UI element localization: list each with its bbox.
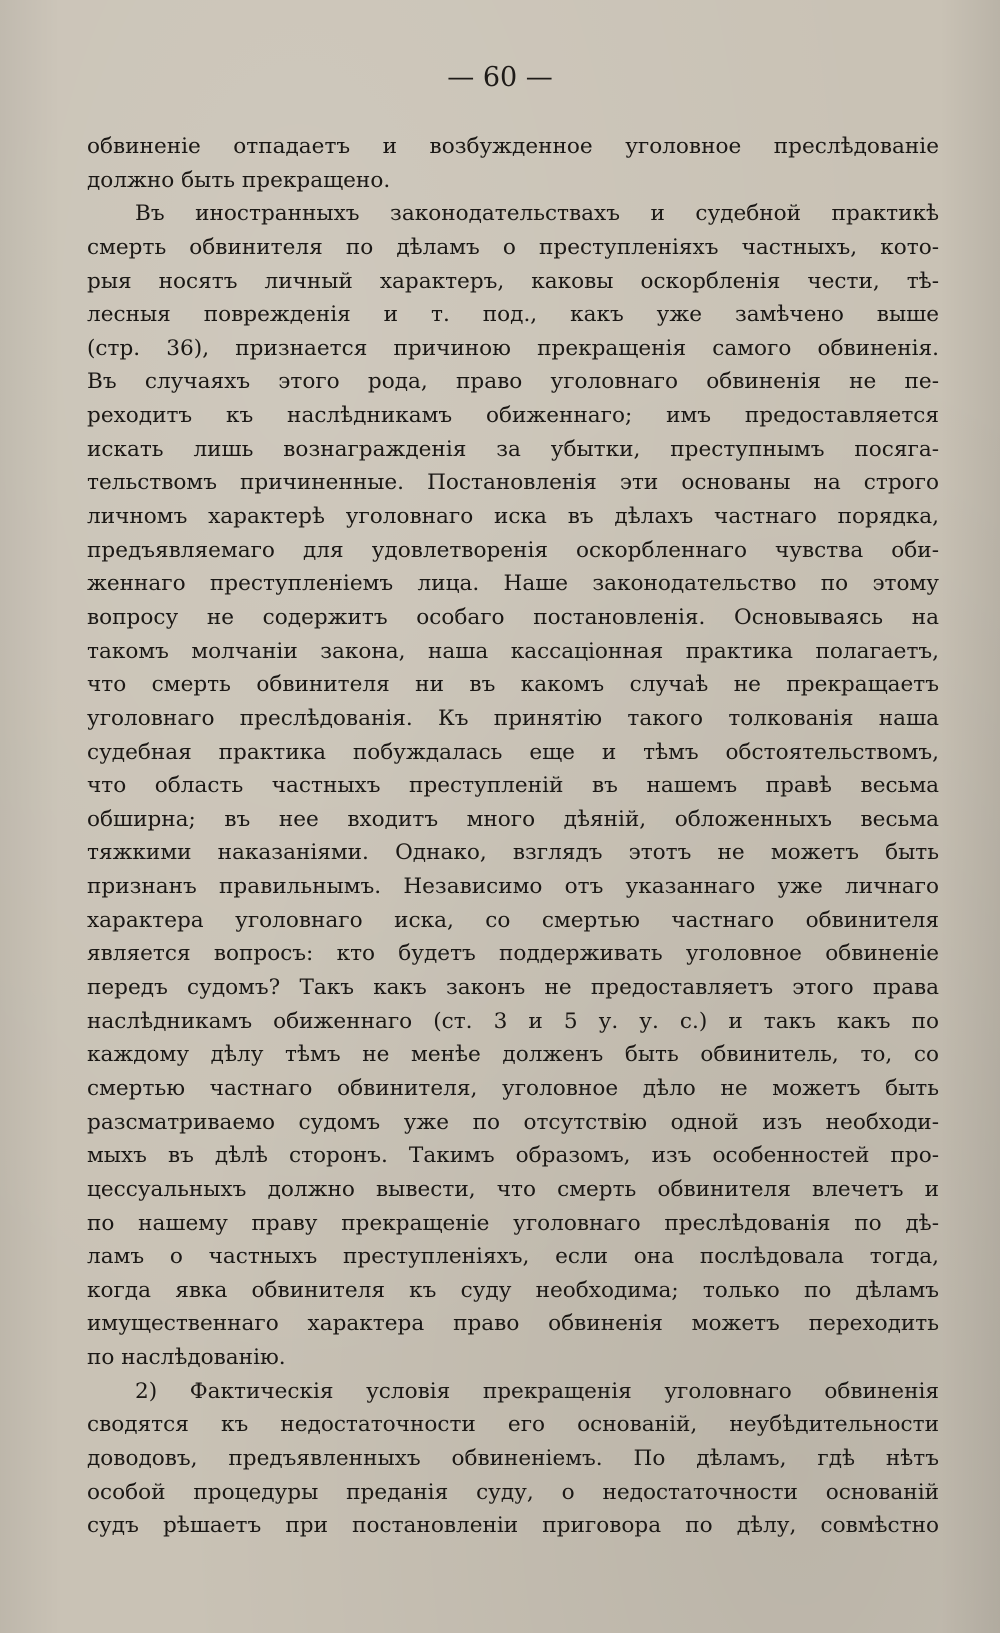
- text-line: вопросу не содержитъ особаго постановленія. Основываясь на: [87, 604, 939, 630]
- text-line: тельствомъ причиненные. Постановленія эти основаны на строго: [87, 470, 939, 496]
- text-line: является вопросъ: кто будетъ поддерживать уголовное обвиненіе: [87, 941, 939, 967]
- text-line: реходитъ къ наслѣдникамъ обиженнаго; имъ предоставляется: [87, 403, 939, 429]
- text-line: передъ судомъ? Такъ какъ законъ не предоставляетъ этого права: [87, 975, 939, 1001]
- text-line: такомъ молчаніи закона, наша кассаціонная практика полагаетъ,: [87, 638, 939, 664]
- text-line: искать лишь вознагражденія за убытки, преступнымъ посяга-: [87, 436, 939, 462]
- text-line: смерть обвинителя по дѣламъ о преступленіяхъ частныхъ, кото-: [87, 234, 939, 260]
- text-line: Въ случаяхъ этого рода, право уголовнаго обвиненія не пе-: [87, 369, 939, 395]
- text-line: предъявляемаго для удовлетворенія оскорбленнаго чувства оби-: [87, 537, 939, 563]
- text-line: что смерть обвинителя ни въ какомъ случаѣ не прекращаетъ: [87, 672, 939, 698]
- text-line: личномъ характерѣ уголовнаго иска въ дѣлахъ частнаго порядка,: [87, 504, 939, 530]
- text-line: должно быть прекращено.: [87, 167, 391, 193]
- text-line: сводятся къ недостаточности его основаній, неубѣдительности: [87, 1412, 939, 1438]
- body-text: [87, 130, 939, 1543]
- text-line: обвиненіе отпадаетъ и возбужденное уголовное преслѣдованіе: [87, 134, 939, 159]
- text-line: каждому дѣлу тѣмъ не менѣе долженъ быть обвинитель, то, со: [87, 1042, 939, 1068]
- text-line: характера уголовнаго иска, со смертью частнаго обвинителя: [87, 907, 939, 933]
- text-line: что область частныхъ преступленій въ нашемъ правѣ весьма: [87, 773, 939, 799]
- text-line: цессуальныхъ должно вывести, что смерть обвинителя влечетъ и: [87, 1176, 939, 1202]
- text-line: лесныя поврежденія и т. под., какъ уже замѣчено выше: [87, 302, 939, 328]
- text-line: уголовнаго преслѣдованія. Къ принятію такого толкованія наша: [87, 705, 939, 731]
- text-line: по наслѣдованію.: [87, 1345, 286, 1371]
- text-line: женнаго преступленіемъ лица. Наше законодательство по этому: [87, 571, 939, 597]
- text-line: судебная практика побуждалась еще и тѣмъ обстоятельствомъ,: [87, 739, 939, 765]
- text-line: особой процедуры преданія суду, о недостаточности основаній: [87, 1479, 939, 1505]
- text-line: имущественнаго характера право обвиненія можетъ переходить: [87, 1311, 939, 1337]
- text-line: мыхъ въ дѣлѣ сторонъ. Такимъ образомъ, изъ особенностей про-: [87, 1143, 939, 1169]
- text-line: судъ рѣшаетъ при постановленіи приговора по дѣлу, совмѣстно: [87, 1513, 939, 1539]
- text-line: 2) Фактическія условія прекращенія уголовнаго обвиненія: [135, 1378, 939, 1404]
- text-line: разсматриваемо судомъ уже по отсутствію одной изъ необходи-: [87, 1109, 939, 1135]
- text-line: тяжкими наказаніями. Однако, взглядъ этотъ не можетъ быть: [87, 840, 939, 866]
- text-line: (стр. 36), признается причиною прекращенія самого обвиненія.: [87, 335, 939, 361]
- text-line: признанъ правильнымъ. Независимо отъ указаннаго уже личнаго: [87, 874, 939, 900]
- text-line: доводовъ, предъявленныхъ обвиненіемъ. По дѣламъ, гдѣ нѣтъ: [87, 1445, 939, 1471]
- text-line: обширна; въ нее входитъ много дѣяній, обложенныхъ весьма: [87, 806, 939, 832]
- text-line: смертью частнаго обвинителя, уголовное дѣло не можетъ быть: [87, 1075, 939, 1101]
- text-line: когда явка обвинителя къ суду необходима; только по дѣламъ: [87, 1277, 939, 1303]
- page-number: — 60 —: [447, 62, 553, 93]
- text-line: по нашему праву прекращеніе уголовнаго преслѣдованія по дѣ-: [87, 1210, 939, 1236]
- text-line: Въ иностранныхъ законодательствахъ и судебной практикѣ: [135, 201, 939, 227]
- text-line: рыя носятъ личный характеръ, каковы оскорбленія чести, тѣ-: [87, 268, 939, 294]
- text-line: ламъ о частныхъ преступленіяхъ, если она послѣдовала тогда,: [87, 1244, 939, 1270]
- text-line: наслѣдникамъ обиженнаго (ст. 3 и 5 у. у. с.) и такъ какъ по: [87, 1008, 939, 1034]
